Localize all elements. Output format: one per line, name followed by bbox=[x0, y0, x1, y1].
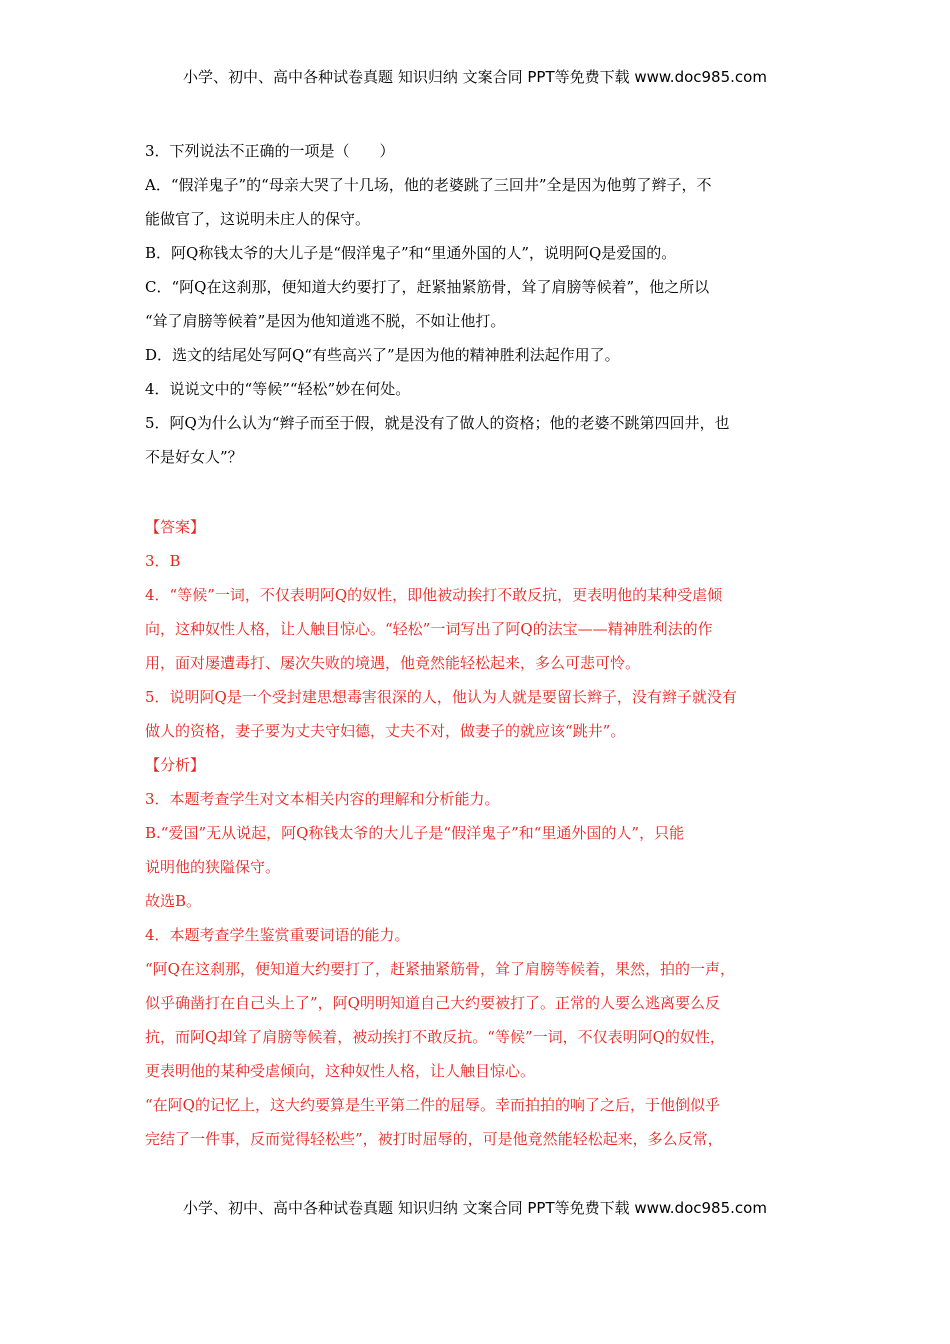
answer-line: 4．“等候”一词，不仅表明阿Q的奴性，即他被动挨打不敢反抗，更表明他的某种受虐倾 bbox=[145, 586, 723, 604]
question-line: D．选文的结尾处写阿Q“有些高兴了”是因为他的精神胜利法起作用了。 bbox=[145, 346, 620, 364]
analysis-line: B.“爱国”无从说起，阿Q称钱太爷的大儿子是“假洋鬼子”和“里通外国的人”，只能 bbox=[145, 824, 685, 842]
document-body bbox=[145, 134, 810, 1156]
analysis-line: 说明他的狭隘保守。 bbox=[145, 858, 281, 876]
question-line: 3．下列说法不正确的一项是（ ） bbox=[145, 142, 395, 160]
section-gap bbox=[145, 474, 810, 510]
analysis-heading: 【分析】 bbox=[145, 756, 206, 774]
analysis-line: 3．本题考查学生对文本相关内容的理解和分析能力。 bbox=[145, 790, 500, 808]
answer-line: 3．B bbox=[145, 552, 181, 570]
question-line: 5．阿Q为什么认为“辫子而至于假，就是没有了做人的资格；他的老婆不跳第四回井，也 bbox=[145, 414, 730, 432]
analysis-line: 更表明他的某种受虐倾向，这种奴性人格，让人触目惊心。 bbox=[145, 1062, 536, 1080]
analysis-line: “阿Q在这刹那，便知道大约要打了，赶紧抽紧筋骨，耸了肩膀等候着，果然，拍的一声， bbox=[145, 960, 735, 978]
question-line: “耸了肩膀等候着”是因为他知道逃不脱，不如让他打。 bbox=[145, 312, 506, 330]
question-line: C．“阿Q在这刹那，便知道大约要打了，赶紧抽紧筋骨，耸了肩膀等候着”，他之所以 bbox=[145, 278, 710, 296]
answer-line: 做人的资格，妻子要为丈夫守妇德，丈夫不对，做妻子的就应该“跳井”。 bbox=[145, 722, 626, 740]
analysis-line: “在阿Q的记忆上，这大约要算是生平第二件的屈辱。幸而拍拍的响了之后，于他倒似乎 bbox=[145, 1096, 720, 1114]
question-line: 不是好女人”？ bbox=[145, 448, 243, 466]
answers-section bbox=[145, 510, 810, 1156]
question-line: 能做官了，这说明未庄人的保守。 bbox=[145, 210, 371, 228]
analysis-line: 抗，而阿Q却耸了肩膀等候着，被动挨打不敢反抗。“等候”一词，不仅表明阿Q的奴性， bbox=[145, 1028, 725, 1046]
analysis-line: 故选B。 bbox=[145, 892, 202, 910]
analysis-line: 4．本题考查学生鉴赏重要词语的能力。 bbox=[145, 926, 410, 944]
question-line: A．“假洋鬼子”的“母亲大哭了十几场，他的老婆跳了三回井”全是因为他剪了辫子，不 bbox=[145, 176, 712, 194]
question-line: 4．说说文中的“等候”“轻松”妙在何处。 bbox=[145, 380, 411, 398]
questions-section bbox=[145, 134, 810, 474]
answer-line: 向，这种奴性人格，让人触目惊心。“轻松”一词写出了阿Q的法宝——精神胜利法的作 bbox=[145, 620, 713, 638]
analysis-line: 完结了一件事，反而觉得轻松些”，被打时屈辱的，可是他竟然能轻松起来，多么反常， bbox=[145, 1130, 723, 1148]
analysis-line: 似乎确凿打在自己头上了”，阿Q明明知道自己大约要被打了。正常的人要么逃离要么反 bbox=[145, 994, 720, 1012]
answer-line: 用，面对屡遭毒打、屡次失败的境遇，他竟然能轻松起来，多么可悲可怜。 bbox=[145, 654, 641, 672]
answer-line: 5．说明阿Q是一个受封建思想毒害很深的人，他认为人就是要留长辫子，没有辫子就没有 bbox=[145, 688, 737, 706]
footer-banner: 小学、初中、高中各种试卷真题 知识归纳 文案合同 PPT等免费下载 www.doc985.com bbox=[183, 1199, 767, 1217]
answer-heading: 【答案】 bbox=[145, 518, 206, 536]
question-line: B．阿Q称钱太爷的大儿子是“假洋鬼子”和“里通外国的人”，说明阿Q是爱国的。 bbox=[145, 244, 677, 262]
header-banner: 小学、初中、高中各种试卷真题 知识归纳 文案合同 PPT等免费下载 www.doc985.com bbox=[183, 68, 767, 86]
